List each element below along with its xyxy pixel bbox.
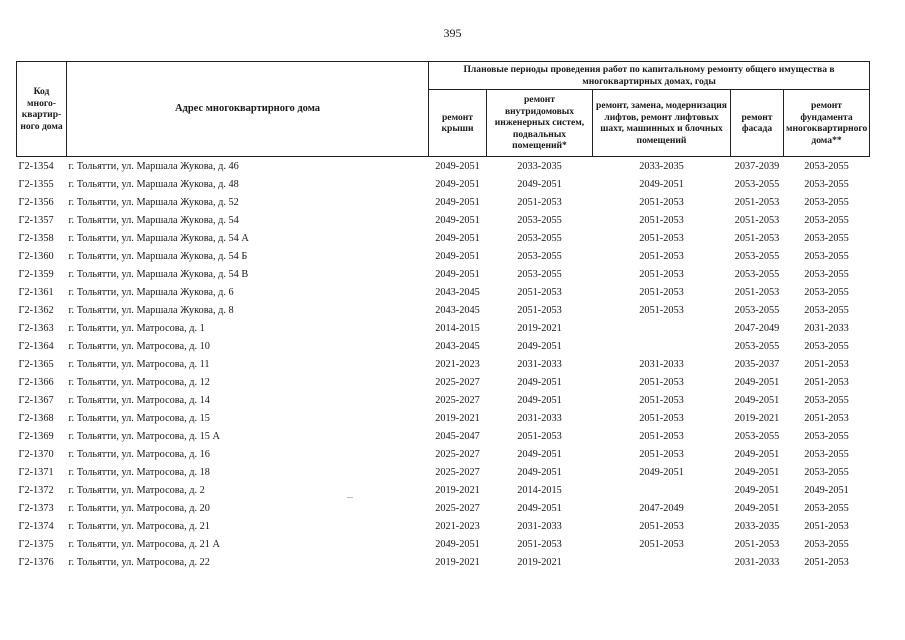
engineering-period-cell: 2049-2051 [517, 178, 562, 190]
table-row [17, 247, 870, 265]
table-row [17, 535, 870, 553]
facade-period-cell: 2053-2055 [734, 250, 780, 262]
elevator-period-cell: 2049-2051 [639, 178, 684, 190]
foundation-period-cell: 2031-2033 [804, 322, 849, 334]
house-code-cell: Г2-1359 [18, 268, 54, 280]
table-row [17, 265, 870, 283]
address-cell: г. Тольятти, ул. Матросова, д. 1 [68, 322, 205, 334]
scan-mark [347, 497, 353, 498]
header-elevator-repair: ремонт, замена, модернизация лифтов, ремонт лифтовых шахт, машинных и блочных помещений [593, 90, 731, 157]
engineering-period-cell: 2049-2051 [517, 466, 562, 478]
table-row [17, 499, 870, 517]
facade-period-cell: 2035-2037 [734, 358, 780, 370]
table-row [17, 373, 870, 391]
address-cell: г. Тольятти, ул. Матросова, д. 12 [68, 376, 210, 388]
foundation-period-cell: 2051-2053 [804, 412, 849, 424]
roof-period-cell: 2049-2051 [435, 214, 480, 226]
address-cell: г. Тольятти, ул. Матросова, д. 18 [68, 466, 210, 478]
elevator-period-cell [593, 481, 731, 499]
elevator-period-cell: 2051-2053 [639, 232, 684, 244]
table-row [17, 553, 870, 571]
elevator-period-cell: 2051-2053 [639, 286, 684, 298]
engineering-period-cell: 2053-2055 [517, 268, 562, 280]
foundation-period-cell: 2053-2055 [804, 250, 849, 262]
foundation-period-cell: 2053-2055 [804, 286, 849, 298]
facade-period-cell: 2037-2039 [734, 160, 780, 172]
address-cell: г. Тольятти, ул. Матросова, д. 15 [68, 412, 210, 424]
address-cell: г. Тольятти, ул. Матросова, д. 21 [68, 520, 210, 532]
house-code-cell: Г2-1358 [18, 232, 54, 244]
house-code-cell: Г2-1367 [18, 394, 54, 406]
house-code-cell: Г2-1374 [18, 520, 54, 532]
facade-period-cell: 2031-2033 [734, 556, 780, 568]
engineering-period-cell: 2049-2051 [517, 448, 562, 460]
table-row [17, 481, 870, 499]
address-cell: г. Тольятти, ул. Матросова, д. 11 [68, 358, 210, 370]
house-code-cell: Г2-1363 [18, 322, 54, 334]
address-cell: г. Тольятти, ул. Матросова, д. 2 [68, 484, 205, 496]
house-code-cell: Г2-1371 [18, 466, 54, 478]
table-row [17, 427, 870, 445]
header-house-code: Код много-квартир-ного дома [17, 62, 67, 157]
table-row [17, 193, 870, 211]
roof-period-cell: 2049-2051 [435, 538, 480, 550]
address-cell: г. Тольятти, ул. Матросова, д. 15 А [68, 430, 220, 442]
house-code-cell: Г2-1354 [18, 160, 54, 172]
address-cell: г. Тольятти, ул. Маршала Жукова, д. 8 [68, 304, 234, 316]
engineering-period-cell: 2031-2033 [517, 358, 562, 370]
roof-period-cell: 2049-2051 [435, 250, 480, 262]
foundation-period-cell: 2053-2055 [804, 466, 849, 478]
repair-schedule-table [16, 61, 870, 571]
elevator-period-cell: 2051-2053 [639, 250, 684, 262]
address-cell: г. Тольятти, ул. Маршала Жукова, д. 6 [68, 286, 234, 298]
table-row [17, 319, 870, 337]
elevator-period-cell: 2051-2053 [639, 304, 684, 316]
roof-period-cell: 2025-2027 [435, 448, 480, 460]
foundation-period-cell: 2053-2055 [804, 196, 849, 208]
house-code-cell: Г2-1373 [18, 502, 54, 514]
house-code-cell: Г2-1369 [18, 430, 54, 442]
roof-period-cell: 2014-2015 [435, 322, 480, 334]
elevator-period-cell: 2051-2053 [639, 520, 684, 532]
facade-period-cell: 2051-2053 [734, 196, 780, 208]
elevator-period-cell: 2049-2051 [639, 466, 684, 478]
roof-period-cell: 2019-2021 [435, 412, 480, 424]
facade-period-cell: 2047-2049 [734, 322, 780, 334]
roof-period-cell: 2021-2023 [435, 520, 480, 532]
facade-period-cell: 2049-2051 [734, 376, 780, 388]
table-row [17, 409, 870, 427]
address-cell: г. Тольятти, ул. Маршала Жукова, д. 54 В [68, 268, 249, 280]
roof-period-cell: 2025-2027 [435, 502, 480, 514]
table-row [17, 283, 870, 301]
elevator-period-cell: 2031-2033 [639, 358, 684, 370]
elevator-period-cell [593, 337, 731, 355]
facade-period-cell: 2051-2053 [734, 538, 780, 550]
elevator-period-cell: 2051-2053 [639, 430, 684, 442]
address-cell: г. Тольятти, ул. Матросова, д. 21 А [68, 538, 220, 550]
engineering-period-cell: 2031-2033 [517, 520, 562, 532]
roof-period-cell: 2025-2027 [435, 394, 480, 406]
house-code-cell: Г2-1362 [18, 304, 54, 316]
foundation-period-cell: 2053-2055 [804, 160, 849, 172]
header-foundation-repair: ремонт фундамента многоквартирного дома** [784, 90, 870, 157]
table-row [17, 175, 870, 193]
address-cell: г. Тольятти, ул. Маршала Жукова, д. 48 [68, 178, 239, 190]
engineering-period-cell: 2049-2051 [517, 376, 562, 388]
header-address: Адрес многоквартирного дома [67, 62, 429, 157]
engineering-period-cell: 2049-2051 [517, 340, 562, 352]
facade-period-cell: 2049-2051 [734, 484, 780, 496]
table-row [17, 355, 870, 373]
roof-period-cell: 2043-2045 [435, 286, 480, 298]
house-code-cell: Г2-1366 [18, 376, 54, 388]
foundation-period-cell: 2053-2055 [804, 304, 849, 316]
facade-period-cell: 2051-2053 [734, 286, 780, 298]
foundation-period-cell: 2053-2055 [804, 502, 849, 514]
engineering-period-cell: 2051-2053 [517, 304, 562, 316]
engineering-period-cell: 2053-2055 [517, 232, 562, 244]
house-code-cell: Г2-1368 [18, 412, 54, 424]
house-code-cell: Г2-1357 [18, 214, 54, 226]
house-code-cell: Г2-1375 [18, 538, 54, 550]
foundation-period-cell: 2053-2055 [804, 178, 849, 190]
facade-period-cell: 2049-2051 [734, 394, 780, 406]
table-row [17, 157, 870, 176]
roof-period-cell: 2049-2051 [435, 268, 480, 280]
table-body [17, 157, 870, 572]
header-planned-periods: Плановые периоды проведения работ по капитальному ремонту общего имущества в многоквартирных домах, годы [429, 62, 870, 90]
engineering-period-cell: 2049-2051 [517, 394, 562, 406]
foundation-period-cell: 2053-2055 [804, 232, 849, 244]
header-roof-repair: ремонт крыши [429, 90, 487, 157]
roof-period-cell: 2049-2051 [435, 160, 480, 172]
house-code-cell: Г2-1356 [18, 196, 54, 208]
foundation-period-cell: 2049-2051 [804, 484, 849, 496]
foundation-period-cell: 2053-2055 [804, 394, 849, 406]
address-cell: г. Тольятти, ул. Маршала Жукова, д. 54 А [68, 232, 249, 244]
roof-period-cell: 2049-2051 [435, 232, 480, 244]
table-row [17, 337, 870, 355]
engineering-period-cell: 2033-2035 [517, 160, 562, 172]
header-engineering-repair: ремонт внутридомовых инженерных систем, подвальных помещений* [487, 90, 593, 157]
elevator-period-cell: 2051-2053 [639, 196, 684, 208]
table-row [17, 391, 870, 409]
facade-period-cell: 2051-2053 [734, 214, 780, 226]
foundation-period-cell: 2051-2053 [804, 556, 849, 568]
roof-period-cell: 2043-2045 [435, 304, 480, 316]
header-facade-repair: ремонт фасада [731, 90, 784, 157]
facade-period-cell: 2053-2055 [734, 340, 780, 352]
elevator-period-cell: 2047-2049 [639, 502, 684, 514]
address-cell: г. Тольятти, ул. Матросова, д. 10 [68, 340, 210, 352]
elevator-period-cell: 2051-2053 [639, 412, 684, 424]
roof-period-cell: 2045-2047 [435, 430, 480, 442]
engineering-period-cell: 2051-2053 [517, 286, 562, 298]
roof-period-cell: 2025-2027 [435, 376, 480, 388]
table-row [17, 211, 870, 229]
house-code-cell: Г2-1364 [18, 340, 54, 352]
engineering-period-cell: 2049-2051 [517, 502, 562, 514]
house-code-cell: Г2-1360 [18, 250, 54, 262]
facade-period-cell: 2049-2051 [734, 502, 780, 514]
foundation-period-cell: 2051-2053 [804, 376, 849, 388]
elevator-period-cell: 2051-2053 [639, 214, 684, 226]
table-row [17, 229, 870, 247]
house-code-cell: Г2-1365 [18, 358, 54, 370]
foundation-period-cell: 2053-2055 [804, 430, 849, 442]
table-row [17, 301, 870, 319]
foundation-period-cell: 2053-2055 [804, 538, 849, 550]
elevator-period-cell: 2033-2035 [639, 160, 684, 172]
engineering-period-cell: 2051-2053 [517, 196, 562, 208]
roof-period-cell: 2043-2045 [435, 340, 480, 352]
table-row [17, 463, 870, 481]
facade-period-cell: 2049-2051 [734, 448, 780, 460]
engineering-period-cell: 2051-2053 [517, 430, 562, 442]
elevator-period-cell: 2051-2053 [639, 376, 684, 388]
roof-period-cell: 2019-2021 [435, 556, 480, 568]
roof-period-cell: 2019-2021 [435, 484, 480, 496]
address-cell: г. Тольятти, ул. Маршала Жукова, д. 52 [68, 196, 239, 208]
engineering-period-cell: 2053-2055 [517, 214, 562, 226]
foundation-period-cell: 2053-2055 [804, 268, 849, 280]
elevator-period-cell [593, 553, 731, 571]
facade-period-cell: 2053-2055 [734, 178, 780, 190]
engineering-period-cell: 2014-2015 [517, 484, 562, 496]
address-cell: г. Тольятти, ул. Матросова, д. 20 [68, 502, 210, 514]
house-code-cell: Г2-1361 [18, 286, 54, 298]
foundation-period-cell: 2053-2055 [804, 340, 849, 352]
elevator-period-cell: 2051-2053 [639, 394, 684, 406]
roof-period-cell: 2049-2051 [435, 178, 480, 190]
elevator-period-cell: 2051-2053 [639, 538, 684, 550]
address-cell: г. Тольятти, ул. Матросова, д. 16 [68, 448, 210, 460]
roof-period-cell: 2025-2027 [435, 466, 480, 478]
address-cell: г. Тольятти, ул. Маршала Жукова, д. 54 Б [68, 250, 248, 262]
facade-period-cell: 2019-2021 [734, 412, 780, 424]
engineering-period-cell: 2019-2021 [517, 556, 562, 568]
table-row [17, 445, 870, 463]
engineering-period-cell: 2051-2053 [517, 538, 562, 550]
address-cell: г. Тольятти, ул. Матросова, д. 14 [68, 394, 210, 406]
house-code-cell: Г2-1370 [18, 448, 54, 460]
engineering-period-cell: 2019-2021 [517, 322, 562, 334]
page-number: 395 [443, 26, 462, 40]
elevator-period-cell: 2051-2053 [639, 448, 684, 460]
house-code-cell: Г2-1372 [18, 484, 54, 496]
house-code-cell: Г2-1355 [18, 178, 54, 190]
engineering-period-cell: 2053-2055 [517, 250, 562, 262]
facade-period-cell: 2033-2035 [734, 520, 780, 532]
facade-period-cell: 2053-2055 [734, 430, 780, 442]
table-row [17, 517, 870, 535]
facade-period-cell: 2053-2055 [734, 304, 780, 316]
facade-period-cell: 2051-2053 [734, 232, 780, 244]
facade-period-cell: 2049-2051 [734, 466, 780, 478]
foundation-period-cell: 2051-2053 [804, 520, 849, 532]
address-cell: г. Тольятти, ул. Матросова, д. 22 [68, 556, 210, 568]
address-cell: г. Тольятти, ул. Маршала Жукова, д. 46 [68, 160, 239, 172]
elevator-period-cell: 2051-2053 [639, 268, 684, 280]
house-code-cell: Г2-1376 [18, 556, 54, 568]
address-cell: г. Тольятти, ул. Маршала Жукова, д. 54 [68, 214, 239, 226]
roof-period-cell: 2049-2051 [435, 196, 480, 208]
facade-period-cell: 2053-2055 [734, 268, 780, 280]
foundation-period-cell: 2053-2055 [804, 214, 849, 226]
foundation-period-cell: 2051-2053 [804, 358, 849, 370]
roof-period-cell: 2021-2023 [435, 358, 480, 370]
engineering-period-cell: 2031-2033 [517, 412, 562, 424]
elevator-period-cell [593, 319, 731, 337]
foundation-period-cell: 2053-2055 [804, 448, 849, 460]
